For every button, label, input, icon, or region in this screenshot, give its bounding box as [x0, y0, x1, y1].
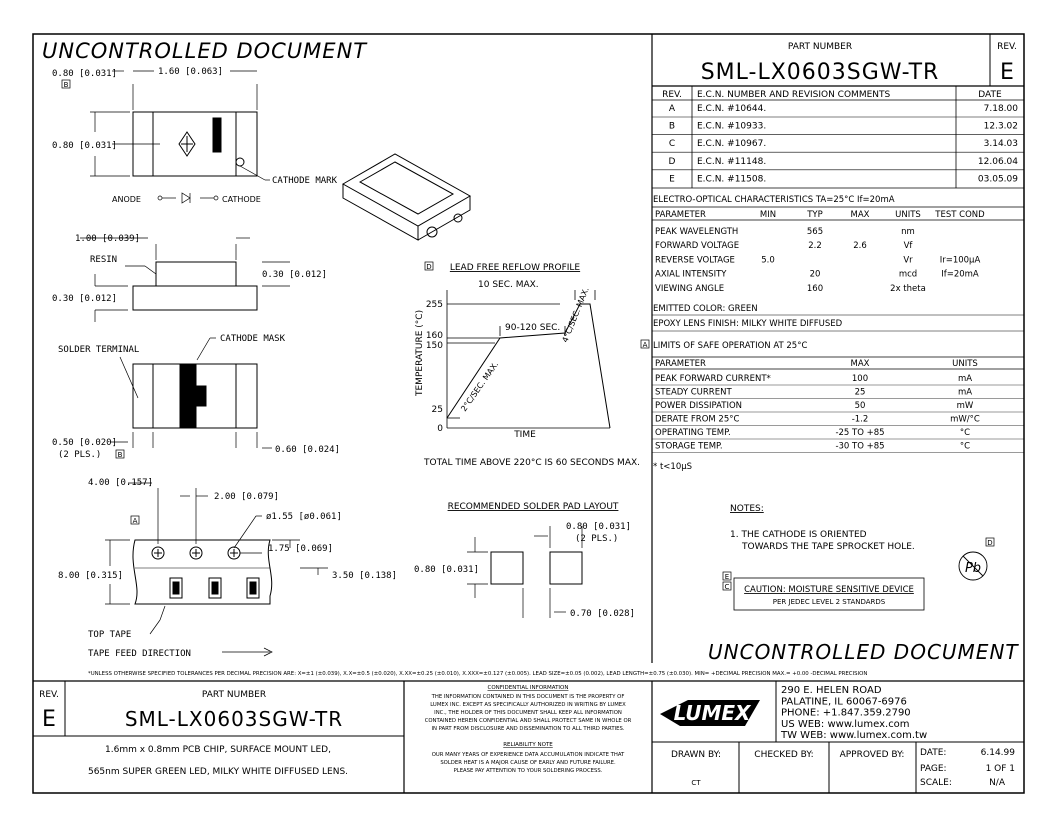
- dim-width: 0.80 [0.031]: [52, 141, 118, 151]
- note-1: 1. THE CATHODE IS ORIENTED: [730, 530, 867, 540]
- eo-cell: Vr: [903, 255, 913, 266]
- resin-label: RESIN: [90, 255, 118, 265]
- rel-line: OUR MANY YEARS OF EXPERIENCE DATA ACCUMULATION INDICATE THAT: [431, 752, 625, 758]
- rev-row-ecn: E.C.N. #10933.: [697, 121, 767, 132]
- led-bottom-view: [133, 364, 257, 428]
- rev-row-ecn: E.C.N. #11508.: [697, 174, 767, 185]
- tape-width: 8.00 [0.315]: [58, 571, 124, 581]
- eo-cell: Vf: [903, 241, 913, 252]
- limits-cell: mW: [956, 401, 974, 411]
- pad-dim-gap: 0.70 [0.028]: [570, 609, 636, 619]
- dim-resin-height: 0.30 [0.012]: [262, 270, 328, 280]
- limits-table: [641, 340, 1024, 472]
- tb-desc-1: 1.6mm x 0.8mm PCB CHIP, SURFACE MOUNT LED,: [105, 745, 331, 755]
- eo-header-0: PARAMETER: [655, 210, 706, 220]
- limits-cell: -25 TO +85: [835, 428, 885, 438]
- limits-cell: °C: [959, 441, 971, 452]
- reflow-ramp-down: 4°C/SEC. MAX.: [560, 286, 591, 344]
- anode-label: ANODE: [112, 195, 141, 204]
- rev-label: REV.: [997, 42, 1017, 52]
- reflow-chart: [415, 262, 640, 468]
- tape-diagram: [133, 540, 272, 604]
- tolerance-note: *UNLESS OTHERWISE SPECIFIED TOLERANCES PER DECIMAL PRECISION ARE: X=±1 (±0.039), X.X=±0.5 (±0.020), X.XX=±0.25 (±0.010), X.XXX=±0.127 (±0.005). LEAD SIZE=±0.05 (0.002), LEAD LENGTH=±0.75 (±0.030). MIN= +DECIMAL PRECISION MAX.= +0.00 -DECIMAL PRECISION: [88, 671, 868, 677]
- pad-dim-height: 0.80 [0.031]: [414, 565, 480, 575]
- rev-row-date: 3.14.03: [983, 139, 1018, 150]
- rev-row-ecn: E.C.N. #10967.: [697, 139, 767, 150]
- limits-cell: mW/°C: [950, 414, 980, 425]
- rev-row-date: 03.05.09: [977, 174, 1018, 185]
- conf-title: CONFIDENTIAL INFORMATION: [487, 685, 569, 691]
- rev-row-ecn: E.C.N. #11148.: [697, 156, 767, 167]
- eo-header-2: TYP: [807, 210, 823, 220]
- cathode-mask-label: CATHODE MASK: [220, 334, 286, 344]
- limits-cell: mA: [957, 374, 973, 384]
- reflow-ytick-150: 150: [425, 341, 443, 351]
- notes-marker-e: E: [724, 573, 730, 581]
- address-line: 290 E. HELEN ROAD: [781, 685, 882, 696]
- eo-cell: PEAK WAVELENGTH: [655, 227, 739, 237]
- reflow-ylabel: TEMPERATURE (°C): [415, 309, 425, 396]
- tape-pocket-offset: 3.50 [0.138]: [332, 571, 398, 581]
- eo-cell: 565: [806, 227, 824, 237]
- conf-line: THE INFORMATION CONTAINED IN THIS DOCUMENT IS THE PROPERTY OF: [431, 694, 625, 700]
- tb-part-label: PART NUMBER: [201, 690, 267, 700]
- rev-header-comments: E.C.N. NUMBER AND REVISION COMMENTS: [697, 90, 891, 100]
- rev-row-ecn: E.C.N. #10644.: [697, 104, 767, 114]
- rel-line: SOLDER HEAT IS A MAJOR CAUSE OF EARLY AND FUTURE FAILURE.: [440, 760, 616, 766]
- cathode-label: CATHODE: [222, 195, 261, 204]
- tb-rev-label: REV.: [39, 690, 59, 700]
- pad-title: RECOMMENDED SOLDER PAD LAYOUT: [447, 502, 619, 512]
- limits-cell: POWER DISSIPATION: [655, 401, 743, 411]
- dim-length: 1.60 [0.063]: [158, 67, 224, 77]
- pad-dim-note: (2 PLS.): [575, 534, 619, 544]
- limits-cell: DERATE FROM 25°C: [655, 414, 740, 425]
- dim-terminal-width: 0.50 [0.020]: [52, 438, 118, 448]
- limits-cell: STEADY CURRENT: [655, 387, 732, 398]
- eo-cell: 5.0: [761, 255, 775, 266]
- dim-base-height: 0.30 [0.012]: [52, 294, 118, 304]
- address-line: TW WEB: www.lumex.com.tw: [781, 730, 928, 742]
- address-line: PALATINE, IL 60067-6976: [781, 696, 907, 708]
- tb-desc-2: 565nm SUPER GREEN LED, MILKY WHITE DIFFUSED LENS.: [87, 767, 349, 777]
- limits-cell: -1.2: [851, 414, 869, 425]
- drawn-by-label: DRAWN BY:: [671, 750, 721, 760]
- limits-cell: STORAGE TEMP.: [655, 441, 723, 452]
- logo-text: LUMEX: [673, 701, 751, 725]
- led-side-view: [133, 262, 257, 310]
- dim-marker-b-top: B: [63, 81, 69, 89]
- rev-row-letter: D: [668, 156, 676, 167]
- tape-pitch: 4.00 [0.157]: [88, 478, 154, 488]
- limits-cell: PEAK FORWARD CURRENT*: [655, 374, 771, 384]
- led-isometric-view: [343, 154, 470, 240]
- conf-line: LUMEX INC. EXCEPT AS SPECIFICALLY AUTHORIZED IN WRITING BY LUMEX: [430, 702, 626, 708]
- rev-row-date: 7.18.00: [983, 104, 1018, 114]
- reflow-peak-note: 10 SEC. MAX.: [478, 280, 539, 290]
- limits-cell: °C: [959, 428, 971, 438]
- uncontrolled-watermark-bottom: UNCONTROLLED DOCUMENT: [708, 640, 1019, 664]
- limits-cell: mA: [957, 387, 973, 398]
- solder-pad-layout: [414, 502, 635, 619]
- eo-cell: Ir=100µA: [939, 255, 981, 266]
- dim-top-height: 0.80 [0.031]: [52, 69, 118, 79]
- eo-cell: REVERSE VOLTAGE: [655, 255, 735, 266]
- eo-cell: mcd: [898, 269, 918, 280]
- limits-header-param: PARAMETER: [655, 359, 706, 369]
- eo-emitted-color: EMITTED COLOR: GREEN: [653, 304, 758, 314]
- conf-line: CONTAINED HEREIN CONFIDENTIAL AND SHALL PROTECT SAME IN WHOLE OR: [424, 718, 632, 724]
- notes-title: NOTES:: [730, 504, 764, 514]
- tb-part: SML-LX0603SGW-TR: [124, 707, 344, 731]
- dim-resin-length: 1.00 [0.039]: [75, 234, 141, 244]
- limits-cell: 50: [854, 401, 866, 411]
- limits-footnote: * t<10µS: [653, 462, 693, 472]
- caution-text: CAUTION: MOISTURE SENSITIVE DEVICE: [744, 585, 914, 595]
- tape-hole-offset: 1.75 [0.069]: [268, 544, 334, 554]
- reflow-footer: TOTAL TIME ABOVE 220°C IS 60 SECONDS MAX.: [424, 458, 640, 468]
- cathode-mark-label: CATHODE MARK: [272, 176, 338, 186]
- eo-header-5: TEST COND: [935, 210, 985, 220]
- rel-line: PLEASE PAY ATTENTION TO YOUR SOLDERING PROCESS.: [453, 768, 603, 774]
- rev-row-letter: B: [668, 121, 676, 132]
- tape-hole-dia: ø1.55 [ø0.061]: [266, 512, 342, 522]
- tape-marker: A: [132, 517, 138, 525]
- rev-row-date: 12.06.04: [977, 156, 1018, 167]
- pb-symbol: Pb: [964, 561, 982, 576]
- solder-terminal-label: SOLDER TERMINAL: [58, 345, 140, 355]
- approved-by-label: APPROVED BY:: [839, 750, 905, 760]
- drawn-by: CT: [691, 779, 701, 787]
- tape-feed-label: TAPE FEED DIRECTION: [88, 649, 191, 659]
- eo-cell: 160: [806, 283, 824, 294]
- rev-value: E: [1000, 60, 1014, 85]
- date-value: 6.14.99: [980, 748, 1015, 758]
- limits-cell: 100: [851, 374, 869, 384]
- checked-by-label: CHECKED BY:: [754, 750, 814, 760]
- eo-cell: 20: [809, 269, 821, 280]
- tape-half-pitch: 2.00 [0.079]: [214, 492, 280, 502]
- limits-cell: OPERATING TEMP.: [655, 428, 731, 438]
- dim-terminal-note: (2 PLS.): [58, 450, 102, 460]
- reflow-xlabel: TIME: [514, 430, 536, 440]
- limits-header-units: UNITS: [952, 359, 978, 369]
- date-label: DATE:: [920, 748, 947, 758]
- uncontrolled-watermark: UNCONTROLLED DOCUMENT: [42, 39, 368, 63]
- scale-value: N/A: [989, 778, 1005, 788]
- eo-cell: If=20mA: [941, 269, 979, 280]
- scale-label: SCALE:: [920, 778, 952, 788]
- notes-marker-d: D: [987, 539, 993, 547]
- rev-row-date: 12.3.02: [983, 121, 1018, 132]
- dim-mask-gap: 0.60 [0.024]: [275, 445, 341, 455]
- part-number: SML-LX0603SGW-TR: [700, 60, 940, 85]
- eo-cell: 2.2: [808, 241, 822, 252]
- eo-title: ELECTRO-OPTICAL CHARACTERISTICS TA=25°C If=20mA: [653, 195, 895, 205]
- limits-cell: 25: [854, 387, 866, 398]
- address-line: PHONE: +1.847.359.2790: [781, 707, 911, 719]
- caution-text-2: PER JEDEC LEVEL 2 STANDARDS: [772, 598, 886, 606]
- lumex-logo: [660, 690, 760, 734]
- reflow-ytick-255: 255: [425, 300, 443, 310]
- conf-line: IN PART FROM DISCLOSURE AND DISSEMINATION TO ALL THIRD PARTIES.: [431, 726, 625, 732]
- eo-header-3: MAX: [850, 210, 870, 220]
- reflow-marker: D: [426, 263, 432, 271]
- page-value: 1 OF 1: [985, 764, 1015, 774]
- notes-marker-c: C: [724, 583, 730, 591]
- reflow-ramp-up: 2°C/SEC. MAX.: [459, 360, 501, 414]
- eo-cell: FORWARD VOLTAGE: [655, 241, 740, 252]
- eo-cell: VIEWING ANGLE: [655, 283, 725, 294]
- limits-marker: A: [642, 341, 648, 349]
- dim-marker-b: B: [117, 451, 123, 459]
- tb-rev: E: [42, 707, 56, 732]
- revision-table: [652, 86, 1024, 188]
- reflow-soak-note: 90-120 SEC.: [505, 323, 561, 333]
- page-label: PAGE:: [920, 764, 947, 774]
- eo-lens-finish: EPOXY LENS FINISH: MILKY WHITE DIFFUSED: [653, 319, 843, 329]
- reflow-ytick-160: 160: [425, 331, 443, 341]
- limits-cell: -30 TO +85: [835, 441, 885, 452]
- eo-cell: 2x theta: [890, 283, 926, 294]
- limits-title: LIMITS OF SAFE OPERATION AT 25°C: [653, 341, 808, 351]
- pad-dim-width: 0.80 [0.031]: [566, 522, 632, 532]
- address-line: US WEB: www.lumex.com: [781, 718, 910, 730]
- rev-row-letter: E: [669, 174, 675, 185]
- rev-header-rev: REV.: [662, 90, 682, 100]
- electro-optical-table: [652, 195, 1024, 331]
- rev-header-date: DATE: [978, 90, 1002, 100]
- rev-row-letter: A: [668, 104, 676, 114]
- reflow-title: LEAD FREE REFLOW PROFILE: [449, 263, 581, 273]
- notes-section: [723, 504, 994, 610]
- rel-title: RELIABILITY NOTE: [503, 742, 553, 748]
- reflow-ytick-0: 0: [437, 424, 443, 434]
- eo-cell: 2.6: [853, 241, 867, 252]
- conf-line: INC., THE HOLDER OF THIS DOCUMENT SHALL KEEP ALL INFORMATION: [434, 710, 622, 716]
- eo-cell: AXIAL INTENSITY: [655, 269, 727, 280]
- eo-header-1: MIN: [759, 210, 777, 220]
- eo-cell: nm: [901, 227, 915, 237]
- limits-header-max: MAX: [850, 359, 870, 369]
- rev-row-letter: C: [668, 139, 676, 150]
- top-tape-label: TOP TAPE: [88, 630, 132, 640]
- reflow-ytick-25: 25: [431, 405, 443, 415]
- eo-header-4: UNITS: [895, 210, 921, 220]
- note-1b: TOWARDS THE TAPE SPROCKET HOLE.: [742, 542, 915, 552]
- part-number-label: PART NUMBER: [787, 42, 853, 52]
